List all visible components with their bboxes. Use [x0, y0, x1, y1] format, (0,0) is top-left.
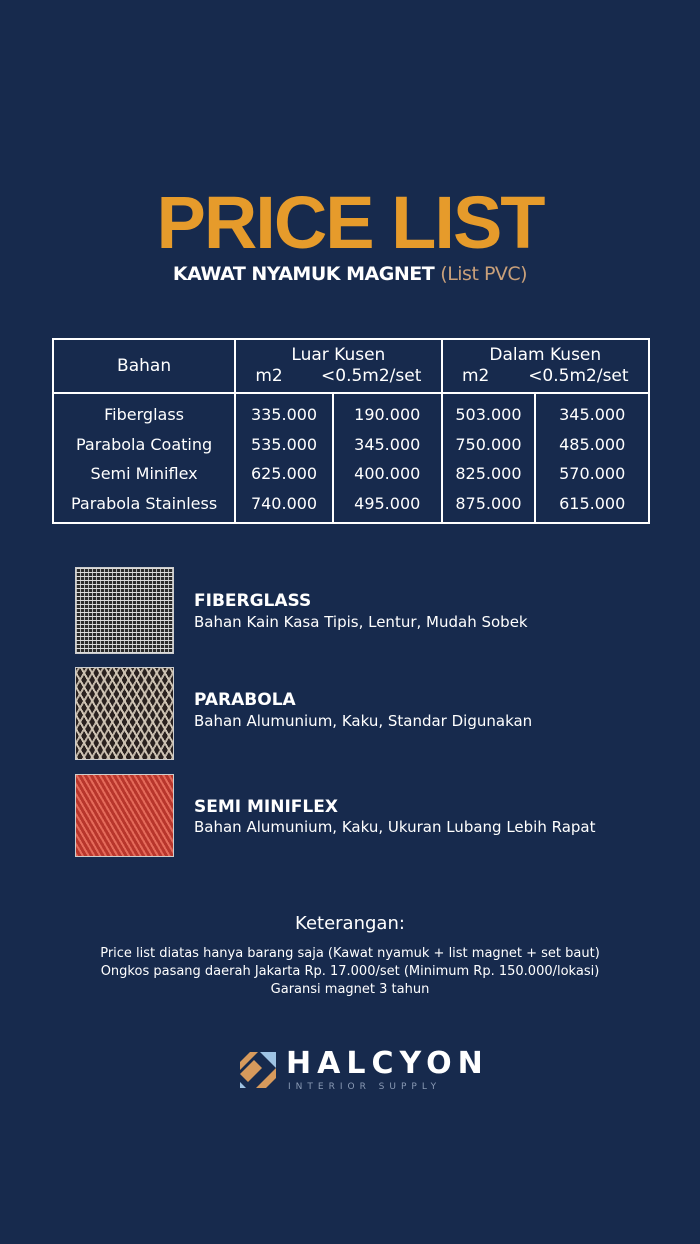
price-cell: 485.000 [535, 430, 649, 460]
sub-header: m2 [255, 366, 283, 386]
page-title: PRICE LIST [156, 181, 544, 264]
table-row [53, 459, 649, 489]
logo-name: HALCYON [286, 1046, 489, 1081]
price-cell: 400.000 [333, 459, 442, 489]
table-row [53, 489, 649, 524]
note-line: Ongkos pasang daerah Jakarta Rp. 17.000/set (Minimum Rp. 150.000/lokasi) [100, 964, 600, 979]
price-cell: 345.000 [333, 430, 442, 460]
price-cell: 535.000 [235, 430, 333, 460]
table-row [53, 393, 649, 430]
price-cell: 503.000 [442, 393, 536, 430]
price-cell: 750.000 [442, 430, 536, 460]
price-cell: 335.000 [235, 393, 333, 430]
price-cell: 495.000 [333, 489, 442, 524]
group-label: Luar Kusen [291, 345, 386, 365]
material-cell: Parabola Coating [75, 434, 213, 454]
note-line: Price list diatas hanya barang saja (Kawat nyamuk + list magnet + set baut) [100, 946, 600, 961]
logo-mark-icon [240, 1052, 276, 1088]
sub-header: <0.5m2/set [528, 366, 629, 386]
material-name: SEMI MINIFLEX [194, 797, 338, 817]
fiberglass-swatch [75, 567, 174, 654]
price-cell: 875.000 [442, 489, 536, 524]
price-cell: 740.000 [235, 489, 333, 524]
material-desc: Bahan Alumunium, Kaku, Ukuran Lubang Lebih Rapat [194, 818, 596, 836]
logo-tagline: INTERIOR SUPPLY [288, 1082, 442, 1092]
header-luar-kusen [235, 339, 441, 393]
halcyon-logo [240, 1046, 489, 1092]
subtitle-text: KAWAT NYAMUK MAGNET [172, 263, 435, 285]
group-label: Dalam Kusen [489, 345, 602, 365]
header-dalam-kusen [442, 339, 649, 393]
material-desc: Bahan Kain Kasa Tipis, Lentur, Mudah Sobek [194, 613, 528, 631]
note-line: Garansi magnet 3 tahun [270, 982, 430, 997]
price-cell: 625.000 [235, 459, 333, 489]
sub-header: m2 [461, 366, 490, 386]
table-row [53, 430, 649, 460]
material-cell: Semi Miniflex [90, 464, 198, 484]
semi-miniflex-swatch [75, 774, 174, 857]
material-name: FIBERGLASS [194, 591, 312, 611]
material-name: PARABOLA [194, 690, 296, 710]
price-cell: 570.000 [535, 459, 649, 489]
parabola-swatch [75, 667, 174, 760]
price-table [52, 338, 650, 524]
price-cell: 190.000 [333, 393, 442, 430]
notes-title: Keterangan: [295, 913, 405, 934]
material-desc: Bahan Alumunium, Kaku, Standar Digunakan [194, 712, 533, 730]
notes-body [0, 945, 700, 999]
sub-header: <0.5m2/set [321, 366, 422, 386]
price-cell: 615.000 [535, 489, 649, 524]
page-subtitle [0, 263, 700, 285]
subtitle-highlight: (List PVC) [440, 263, 528, 285]
price-cell: 825.000 [442, 459, 536, 489]
material-cell: Fiberglass [104, 405, 184, 425]
material-cell: Parabola Stainless [70, 493, 218, 513]
header-bahan: Bahan [117, 355, 172, 376]
price-cell: 345.000 [535, 393, 649, 430]
